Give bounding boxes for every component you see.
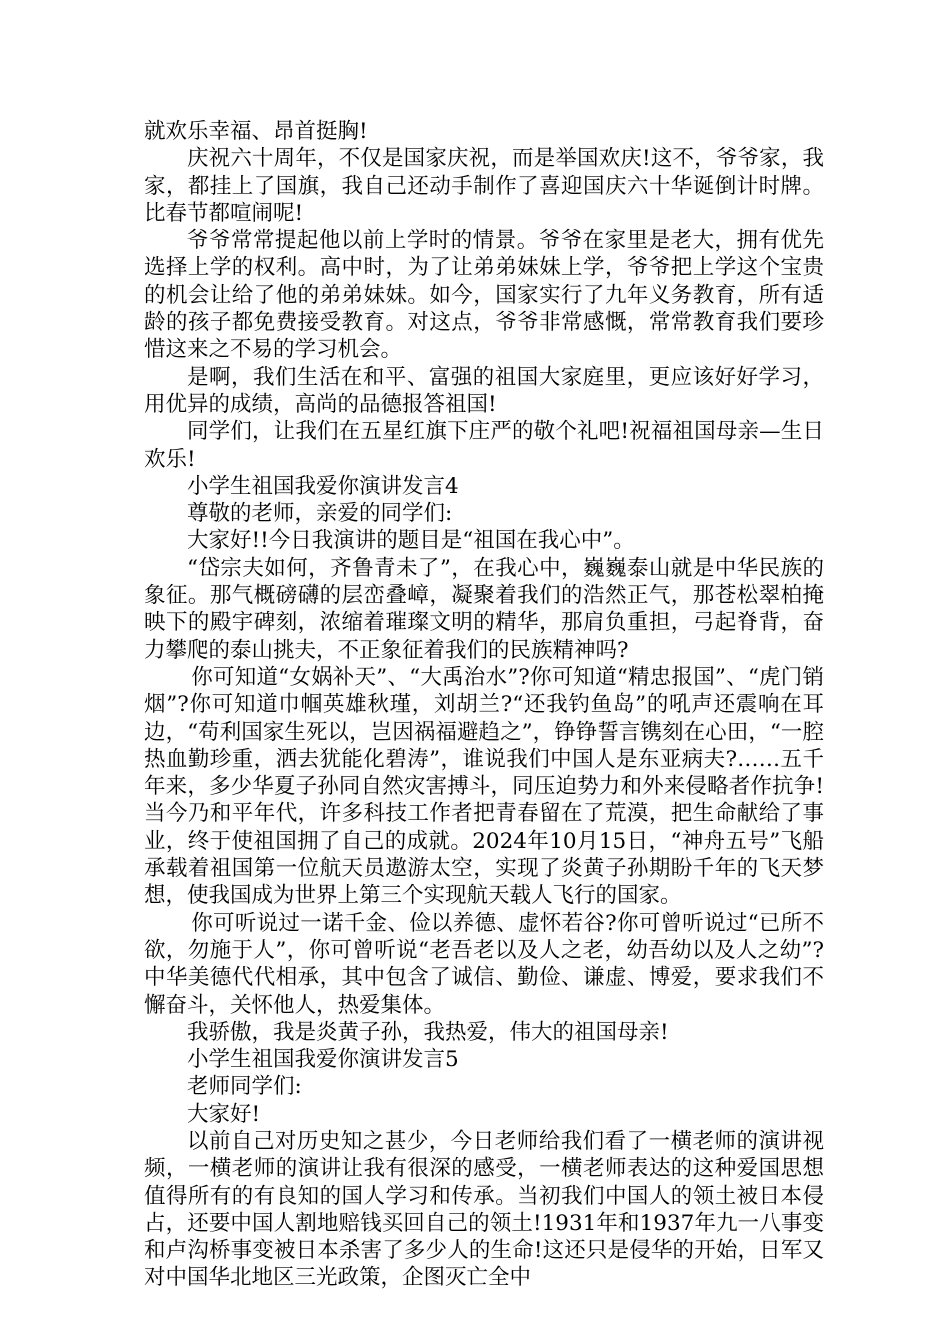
paragraph-7: 大家好!!今日我演讲的题目是“祖国在我心中”。 xyxy=(187,528,635,554)
paragraph-1: 庆祝六十周年，不仅是国家庆祝，而是举国欢庆!这不，爷爷家，我家，都挂上了国旗，我自己还动手制作了喜迎国庆六十华诞倒计时牌。比春节都喧闹呢! xyxy=(144,146,824,226)
salutation-2: 老师同学们: xyxy=(187,1074,302,1100)
paragraph-9: 你可知道“女娲补天”、“大禹治水”?你可知道“精忠报国”、“虎门销烟”?你可知道巾帼英雄秋瑾，刘胡兰?“还我钓鱼岛”的吼声还震响在耳边，“苟利国家生死以，岂因祸福避趋之”，铮铮誓言镌刻在心田，“一腔热血勤珍重，洒去犹能化碧涛”，谁说我们中国人是东亚病夫?……五千年来，多少华夏子孙同自然灾害搏斗，同压迫势力和外来侵略者作抗争!当今乃和平年代，许多科技工作者把青春留在了荒漠，把生命献给了事业，终于使祖国拥了自己的成就。2024年10月15日，“神舟五号”飞船承载着祖国第一位航天员遨游太空，实现了炎黄子孙期盼千年的飞天梦想，使我国成为世界上第三个实现航天载人飞行的国家。 xyxy=(144,664,824,909)
paragraph-3: 是啊，我们生活在和平、富强的祖国大家庭里，更应该好好学习，用优异的成绩，高尚的品德报答祖国! xyxy=(144,364,824,417)
section-heading-5: 小学生祖国我爱你演讲发言5 xyxy=(187,1047,459,1073)
section-heading-4: 小学生祖国我爱你演讲发言4 xyxy=(187,473,459,499)
document-page xyxy=(144,118,824,1292)
paragraph-2: 爷爷常常提起他以前上学时的情景。爷爷在家里是老大，拥有优先选择上学的权利。高中时，为了让弟弟妹妹上学，爷爷把上学这个宝贵的机会让给了他的弟弟妹妹。如今，国家实行了九年义务教育，所有适龄的孩子都免费接受教育。对这点，爷爷非常感慨，常常教育我们要珍惜这来之不易的学习机会。 xyxy=(144,228,824,363)
paragraph-8: “岱宗夫如何，齐鲁青未了”，在我心中，巍巍泰山就是中华民族的象征。那气概磅礴的层峦叠嶂，凝聚着我们的浩然正气，那苍松翠柏掩映下的殿宇碑刻，浓缩着璀璨文明的精华，那肩负重担，弓起脊背，奋力攀爬的泰山挑夫，不正象征着我们的民族精神吗? xyxy=(144,555,824,663)
paragraph-15: 以前自己对历史知之甚少，今日老师给我们看了一横老师的演讲视频，一横老师的演讲让我有很深的感受，一横老师表达的这种爱国思想值得所有的有良知的国人学习和传承。当初我们中国人的领土被日本侵占，还要中国人割地赔钱买回自己的领土!1931年和1937年九一八事变和卢沟桥事变被日本杀害了多少人的生命!这还只是侵华的开始，日军又对中国华北地区三光政策，企图灭亡全中 xyxy=(144,1128,824,1291)
paragraph-4: 同学们，让我们在五星红旗下庄严的敬个礼吧!祝福祖国母亲—生日欢乐! xyxy=(144,419,824,472)
greeting: 大家好! xyxy=(187,1101,261,1127)
paragraph-0: 就欢乐幸福、昂首挺胸! xyxy=(144,119,368,144)
salutation: 尊敬的老师，亲爱的同学们: xyxy=(187,501,453,527)
paragraph-10: 你可听说过一诺千金、俭以养德、虚怀若谷?你可曾听说过“已所不欲，勿施于人”，你可曾听说“老吾老以及人之老，幼吾幼以及人之幼”?中华美德代代相承，其中包含了诚信、勤俭、谦虚、博爱，要求我们不懈奋斗，关怀他人，热爱集体。 xyxy=(144,910,824,1018)
paragraph-11: 我骄傲，我是炎黄子孙，我热爱，伟大的祖国母亲! xyxy=(187,1019,669,1045)
